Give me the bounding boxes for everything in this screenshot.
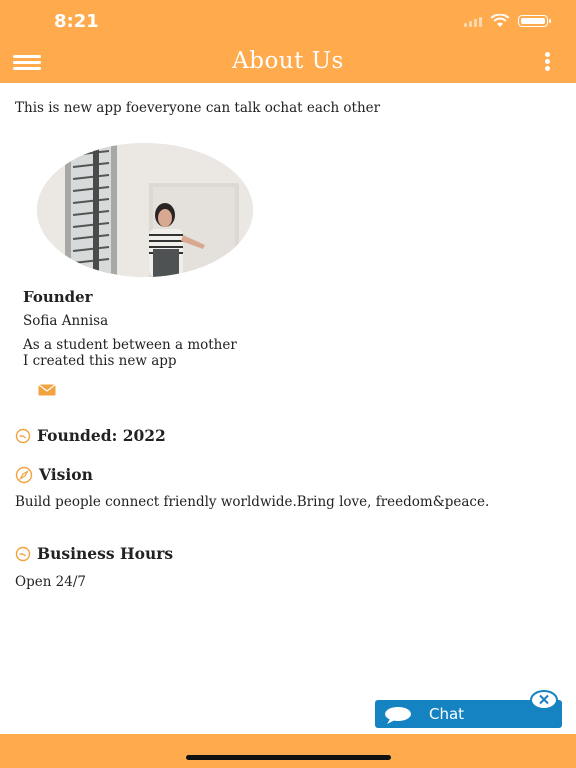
hours-heading (15, 544, 173, 563)
chat-bubble-icon (383, 706, 413, 724)
chat-close-button[interactable] (530, 690, 558, 710)
compass-icon (15, 466, 33, 484)
hours-label: Business Hours (37, 544, 174, 563)
hours-text: Open 24/7 (15, 574, 87, 590)
founder-photo (37, 143, 253, 277)
battery-icon (518, 15, 548, 27)
status-time: 8:21 (54, 11, 99, 32)
page-title: About Us (232, 48, 344, 74)
mail-icon[interactable] (38, 384, 56, 396)
home-indicator[interactable] (186, 755, 391, 760)
vision-heading (15, 465, 93, 484)
founder-bio-line1: As a student between a mother (23, 337, 237, 353)
founder-heading: Founder (23, 288, 93, 306)
intro-text: This is new app foeveryone can talk ochat each other (15, 100, 381, 116)
cellular-signal-icon (464, 15, 482, 27)
founder-bio-line2: I created this new app (23, 353, 177, 369)
bottom-bar (0, 734, 576, 768)
founder-bio (23, 337, 237, 369)
chat-label: Chat (429, 705, 465, 723)
app-header (0, 0, 576, 83)
founder-name: Sofia Annisa (23, 313, 109, 329)
clock-icon (15, 428, 31, 444)
more-options-button[interactable] (540, 52, 556, 72)
wifi-icon (490, 14, 510, 28)
clock-icon (15, 546, 31, 562)
close-icon (532, 692, 556, 708)
vision-label: Vision (39, 465, 93, 484)
status-icons (464, 14, 548, 28)
founded-text: Founded: 2022 (37, 426, 166, 445)
vision-text: Build people connect friendly worldwide.Bring love, freedom&peace. (15, 494, 490, 510)
founded-heading (15, 426, 166, 445)
